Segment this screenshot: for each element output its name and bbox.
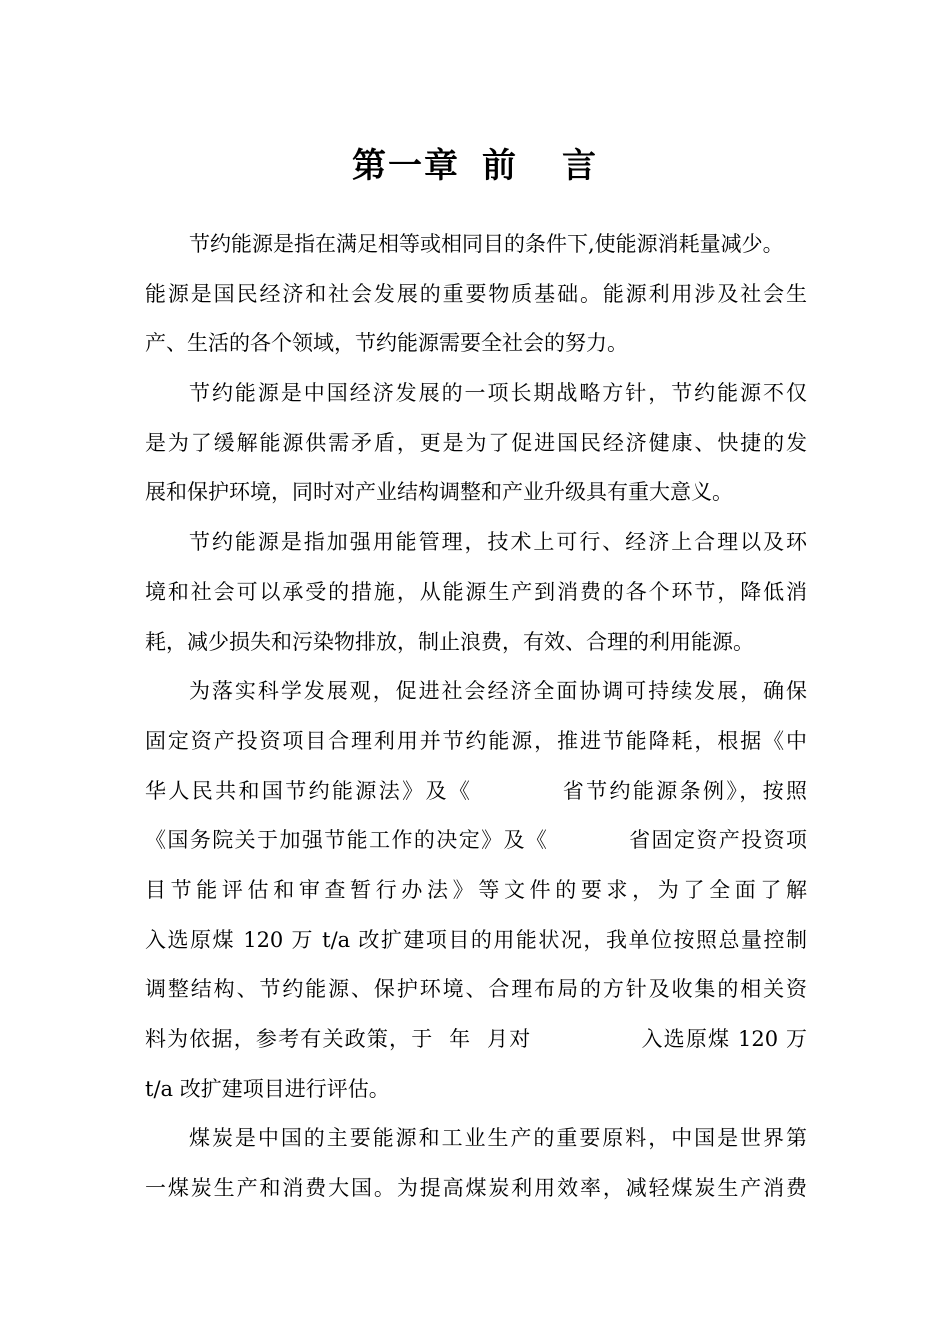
text-line: 能源是国民经济和社会发展的重要物质基础。能源利用涉及社会生 — [145, 281, 807, 306]
text-line: 固定资产投资项目合理利用并节约能源，推进节能降耗，根据《中 — [145, 728, 807, 753]
text-line: 为落实科学发展观，促进社会经济全面协调可持续发展，确保 — [189, 679, 807, 704]
chapter-title — [0, 142, 950, 190]
chapter-number: 第一章 — [352, 146, 460, 186]
text-line: 展和保护环境，同时对产业结构调整和产业升级具有重大意义。 — [145, 480, 733, 505]
chapter-title-word-1: 前 — [482, 146, 518, 186]
text-line: 一煤炭生产和消费大国。为提高煤炭利用效率，减轻煤炭生产消费 — [145, 1176, 807, 1201]
text-line: 节约能源是中国经济发展的一项长期战略方针，节约能源不仅 — [189, 381, 807, 406]
text-line: 是为了缓解能源供需矛盾，更是为了促进国民经济健康、快捷的发 — [145, 430, 807, 455]
text-line: 节约能源是指加强用能管理，技术上可行、经济上合理以及环 — [189, 530, 807, 555]
text-line: 华人民共和国节约能源法》及《 省节约能源条例》，按照 — [145, 778, 807, 803]
text-line: 调整结构、节约能源、保护环境、合理布局的方针及收集的相关资 — [145, 977, 807, 1002]
text-line: 节约能源是指在满足相等或相同目的条件下,使能源消耗量减少。 — [189, 232, 784, 256]
text-line: 煤炭是中国的主要能源和工业生产的重要原料，中国是世界第 — [189, 1126, 807, 1151]
text-line: 目节能评估和审查暂行办法》等文件的要求，为了全面了解 — [145, 877, 807, 902]
text-line: t/a 改扩建项目进行评估。 — [145, 1076, 390, 1101]
body-text — [145, 220, 807, 1214]
text-line: 入选原煤 120 万 t/a 改扩建项目的用能状况，我单位按照总量控制 — [145, 927, 807, 952]
text-line: 《国务院关于加强节能工作的决定》及《 省固定资产投资项 — [145, 828, 807, 853]
text-line: 料为依据，参考有关政策，于 年 月对 入选原煤 120 万 — [145, 1027, 807, 1051]
text-line: 境和社会可以承受的措施，从能源生产到消费的各个环节，降低消 — [145, 579, 807, 604]
chapter-title-word-2: 言 — [562, 146, 598, 186]
text-line: 耗，减少损失和污染物排放，制止浪费，有效、合理的利用能源。 — [145, 629, 754, 654]
text-line: 产、生活的各个领域，节约能源需要全社会的努力。 — [145, 331, 628, 356]
